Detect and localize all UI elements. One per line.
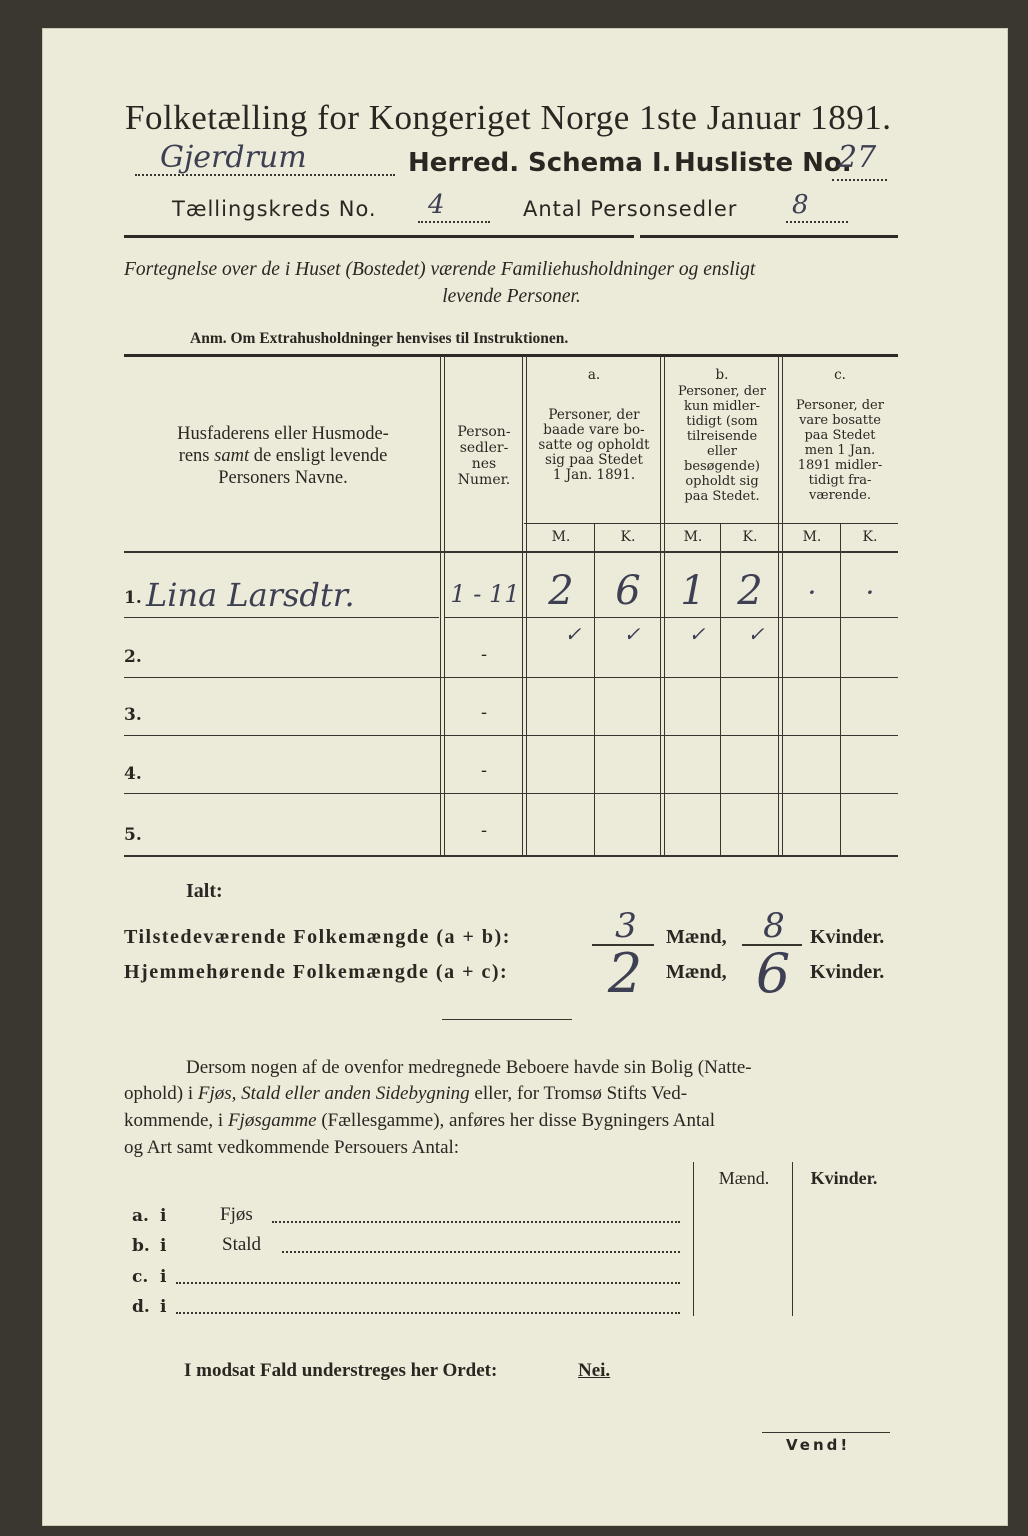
col-name-header: Husfaderens eller Husmode- rens samt de ensligt levende Personers Navne. [177,424,389,488]
ialt-label: Ialt: [186,880,223,902]
header-rule-left [124,235,634,238]
census-form-page [42,28,1008,1526]
row-5-number: 5. [124,825,142,845]
vend-text: Vend! [786,1436,851,1454]
row-3-numer: - [480,702,488,723]
row-2-number: 2. [124,647,142,667]
separator-short-rule [442,1019,572,1020]
paragraph-line-4: og Art samt vedkommende Persouers Antal: [124,1137,460,1158]
hjemme-kvinder-label: Kvinder. [810,961,885,983]
col-a-letter: a. [587,367,601,383]
hjemme-men-value: 2 [607,942,643,1005]
kreds-label: Tællingskreds No. [172,197,377,221]
row-5-numer: - [480,820,488,841]
paragraph-line-3: kommende, i Fjøsgamme (Fællesgamme), anføres her disse Bygningers Antal [124,1110,716,1131]
kreds-handwritten-value: 4 [428,190,445,220]
b-m-label: M. [683,529,703,545]
building-b-i: i [160,1236,167,1256]
building-d-i: i [160,1297,167,1317]
tilstede-women-value: 8 [763,906,785,946]
col-divider-numer [522,356,523,856]
building-a-i: i [160,1206,167,1226]
buildings-col-divider-1 [693,1162,694,1316]
paragraph-line-2: ophold) i Fjøs, Stald eller anden Sidebygning eller, for Tromsø Stifts Ved- [124,1083,688,1104]
building-b-dots [282,1250,680,1253]
mk-subheader-rule [524,523,898,524]
building-d-dots [176,1311,680,1314]
row-4-number: 4. [124,764,142,784]
building-c-letter: c. [132,1267,149,1287]
intro-line-2: levende Personer. [442,286,581,307]
building-b-name: Stald [222,1234,262,1255]
row-2-b-m-check: ✓ [688,622,706,646]
building-c-dots [176,1281,680,1284]
row-1-c-k: · [865,576,875,609]
tilstede-kvinder-label: Kvinder. [810,926,885,948]
row-1-name: Lina Larsdtr. [146,576,355,614]
row-1-a-k: 6 [615,568,641,614]
c-m-label: M. [802,529,822,545]
vend-rule [762,1432,890,1433]
row-1-rule [444,617,898,618]
col-c-letter: c. [834,367,846,383]
nei-word: Nei. [578,1360,611,1381]
building-c-i: i [160,1267,167,1287]
building-b-letter: b. [132,1236,150,1256]
a-k-label: K. [620,529,636,545]
schema-label: Schema I. [528,148,672,178]
row-1-number: 1. [124,588,142,608]
col-divider-name [440,356,441,856]
col-b-header: Personer, der kun midler- tidigt (som tilreisende eller besøgende) opholdt sig paa Stedet. [678,384,766,504]
col-a-header: Personer, der baade vare bo- satte og opholdt sig paa Stedet 1 Jan. 1891. [538,407,650,483]
tilstede-maend-label: Mænd, [666,926,727,948]
building-a-letter: a. [132,1206,149,1226]
buildings-maend-header: Mænd. [718,1168,770,1188]
row-1-c-m: · [807,576,817,609]
b-k-label: K. [742,529,758,545]
intro-line-1: Fortegnelse over de i Huset (Bostedet) værende Familiehusholdninger og ensligt [124,259,756,280]
anm-note: Anm. Om Extrahusholdninger henvises til Instruktionen. [190,330,569,347]
col-divider-numer-double [526,356,527,856]
form-title: Folketælling for Kongeriget Norge 1ste Januar 1891. [125,98,892,137]
antal-handwritten-value: 8 [792,190,809,220]
buildings-col-divider-2 [792,1162,793,1316]
row-4-numer: - [480,760,488,781]
hjemme-women-value: 6 [755,942,791,1005]
row-2-a-k-check: ✓ [623,622,641,646]
col-numer-header: Person- sedler- nes Numer. [457,424,511,488]
paragraph-line-1: Dersom nogen af de ovenfor medregnede Beboere havde sin Bolig (Natte- [186,1057,752,1078]
tilstede-label: Tilstedeværende Folkemængde (a + b): [124,926,511,948]
row-1-numer: 1 - 11 [450,580,520,608]
tilstede-men-value: 3 [615,906,637,946]
row-2-a-m-check: ✓ [564,622,582,646]
row-3-number: 3. [124,705,142,725]
header-rule-right [640,235,898,238]
col-divider-name-double [444,356,445,856]
a-m-label: M. [551,529,571,545]
building-a-name: Fjøs [220,1204,253,1225]
row-2-numer: - [480,644,488,665]
col-divider-a-mk [594,524,595,856]
husliste-handwritten-value: 27 [838,140,877,175]
col-c-header: Personer, der vare bosatte paa Stedet men 1 Jan. 1891 midler- tidigt fra- værende. [796,398,884,503]
col-divider-c-mk [840,524,841,856]
row-1-a-m: 2 [548,568,574,614]
col-divider-b-mk [720,524,721,856]
row-1-rule-name [124,617,439,618]
row-2-b-k-check: ✓ [747,622,765,646]
herred-handwritten-value: Gjerdrum [160,140,307,175]
row-1-b-m: 1 [680,568,706,614]
hjemme-label: Hjemmehørende Folkemængde (a + c): [124,961,509,983]
husliste-label: Husliste No. [674,148,852,178]
hjemme-maend-label: Mænd, [666,961,727,983]
row-1-b-k: 2 [737,568,763,614]
building-a-dots [272,1220,680,1223]
husliste-dotted-line [832,177,887,181]
building-d-letter: d. [132,1297,150,1317]
col-b-letter: b. [715,367,729,383]
herred-label: Herred. [408,148,520,178]
c-k-label: K. [862,529,878,545]
antal-label: Antal Personsedler [523,197,738,221]
buildings-kvinder-header: Kvinder. [810,1168,878,1188]
modsat-text: I modsat Fald understreges her Ordet: [184,1360,498,1381]
col-divider-a-b [660,356,661,856]
